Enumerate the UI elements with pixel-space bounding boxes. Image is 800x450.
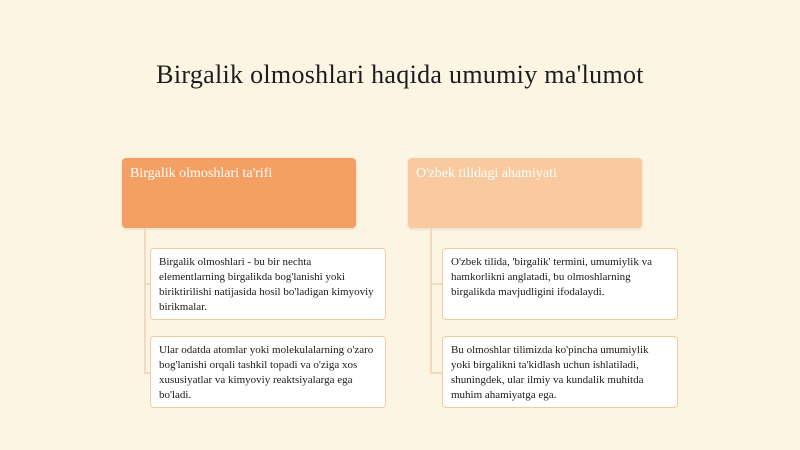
significance-connector-branch-2	[430, 372, 442, 374]
slide-title: Birgalik olmoshlari haqida umumiy ma'lumot	[156, 60, 644, 89]
definition-card-2: Ular odatda atomlar yoki molekulalarning o'zaro bog'lanishi orqali tashkil topadi va o'ziga xos xususiyatlar va kimyoviy reaktsiyalarga ega bo'ladi.	[150, 336, 386, 408]
definition-connector	[144, 228, 146, 374]
definition-card-1: Birgalik olmoshlari - bu bir nechta elementlarning birgalikda bog'lanishi yoki biriktirilishi natijasida hosil bo'ladigan kimyoviy birikmalar.	[150, 248, 386, 320]
significance-connector	[430, 228, 432, 374]
significance-header-label: O'zbek tilidagi ahamiyati	[416, 166, 557, 181]
significance-card-2: Bu olmoshlar tilimizda ko'pincha umumiylik yoki birgalikni ta'kidlash uchun ishlatiladi, shuningdek, ular ilmiy va kundalik muhitda muhim ahamiyatga ega.	[442, 336, 678, 408]
definition-header-label: Birgalik olmoshlari ta'rifi	[130, 166, 273, 181]
significance-connector-branch-1	[430, 283, 442, 285]
significance-header	[408, 158, 642, 228]
significance-card-1: O'zbek tilida, 'birgalik' termini, umumiylik va hamkorlikni anglatadi, bu olmoshlarning birgalikda mavjudligini ifodalaydi.	[442, 248, 678, 320]
definition-header	[122, 158, 356, 228]
